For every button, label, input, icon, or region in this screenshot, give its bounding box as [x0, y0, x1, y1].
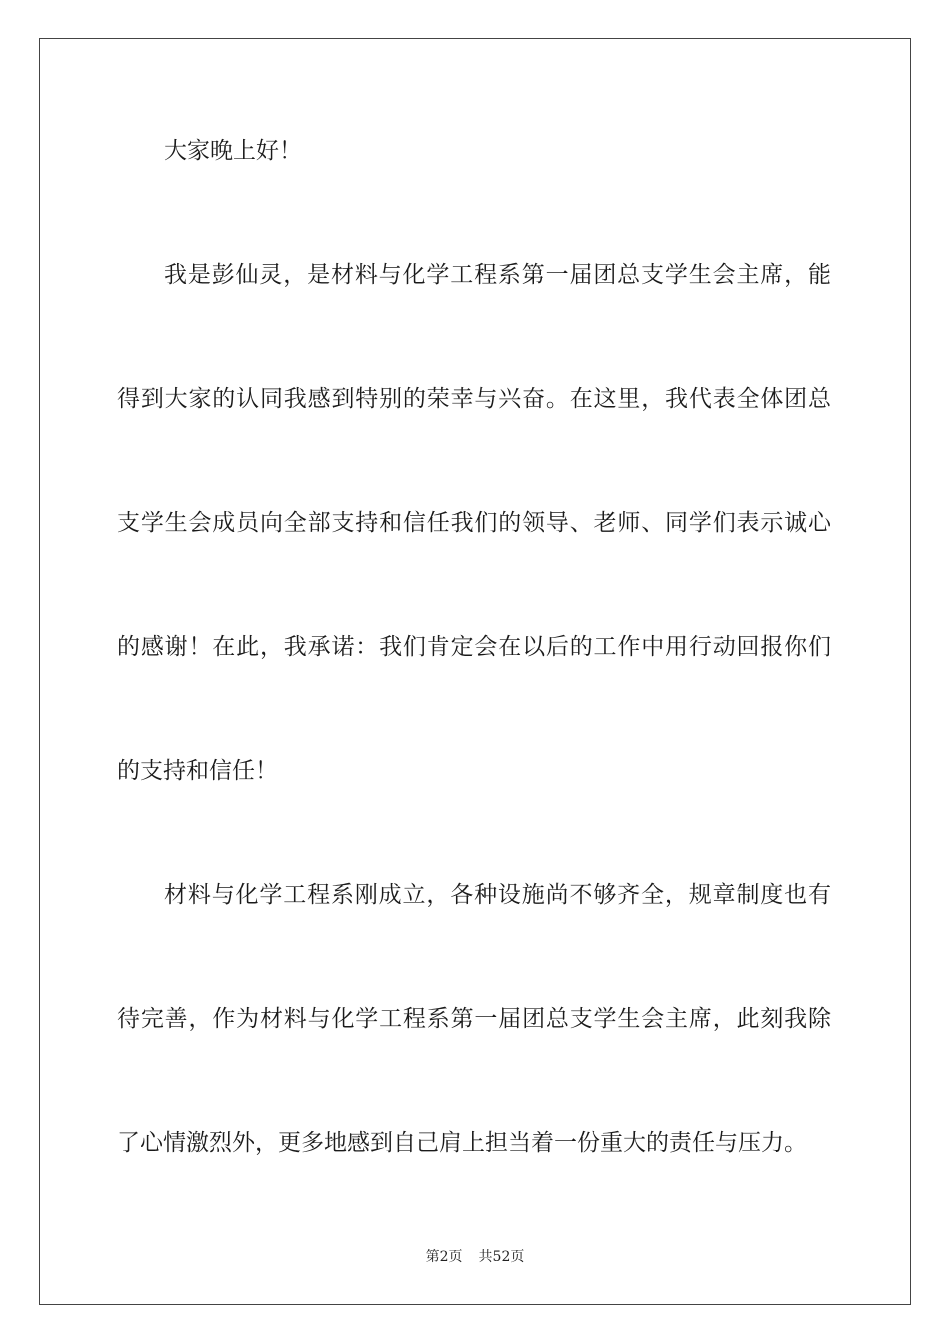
- paragraph-line: 了心情激烈外，更多地感到自己肩上担当着一份重大的责任与压力。: [117, 1130, 807, 1156]
- page-border: [39, 38, 911, 1305]
- greeting-line: 大家晚上好！: [164, 138, 302, 164]
- page-number: 第2页: [425, 1249, 463, 1265]
- paragraph-line: 待完善，作为材料与化学工程系第一届团总支学生会主席，此刻我除: [117, 1006, 831, 1032]
- page-footer: [0, 1248, 950, 1266]
- paragraph-line: 支学生会成员向全部支持和信任我们的领导、老师、同学们表示诚心: [117, 510, 831, 536]
- page-total: 共52页: [478, 1249, 525, 1265]
- paragraph-line: 材料与化学工程系刚成立，各种设施尚不够齐全，规章制度也有: [164, 882, 831, 908]
- paragraph-line: 得到大家的认同我感到特别的荣幸与兴奋。在这里，我代表全体团总: [117, 386, 831, 412]
- paragraph-line: 的支持和信任！: [117, 758, 278, 784]
- paragraph-line: 的感谢！在此，我承诺：我们肯定会在以后的工作中用行动回报你们: [117, 634, 831, 660]
- paragraph-line: 我是彭仙灵，是材料与化学工程系第一届团总支学生会主席，能: [164, 262, 831, 288]
